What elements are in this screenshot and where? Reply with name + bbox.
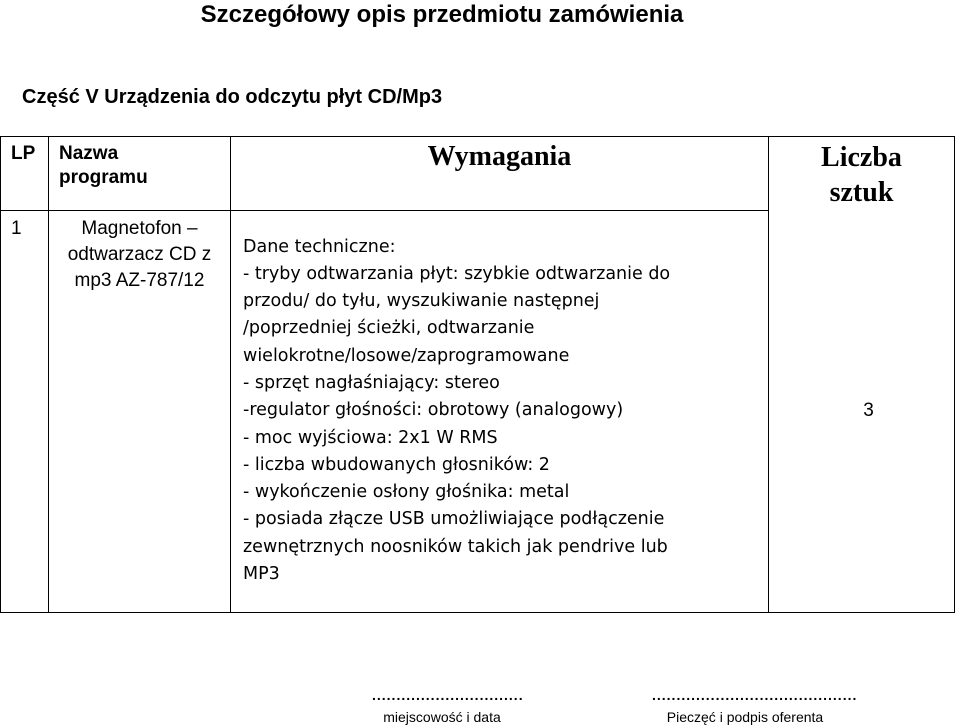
requirement-line: wielokrotne/losowe/zaprogramowane — [243, 345, 570, 366]
signature-label: Pieczęć i podpis oferenta — [666, 709, 824, 725]
signature-label: miejscowość i data — [383, 709, 501, 725]
requirement-line: MP3 — [243, 564, 280, 585]
row-name — [49, 210, 231, 612]
row-name-line: mp3 AZ-787/12 — [74, 269, 205, 291]
signature-place-date — [372, 686, 524, 726]
requirement-line: - tryby odtwarzania płyt: szybkie odtwarzanie do — [243, 263, 671, 284]
requirement-line: - moc wyjściowa: 2x1 W RMS — [243, 427, 498, 448]
header-quantity-line: sztuk — [829, 177, 894, 208]
requirement-line: zewnętrznych noosników takich jak pendrive lub — [243, 536, 668, 557]
document-title: Szczegółowy opis przedmiotu zamówienia — [200, 1, 684, 28]
header-lp: LP — [1, 137, 49, 211]
signature-stamp — [652, 686, 858, 726]
header-name-line: programu — [59, 167, 148, 188]
requirement-line: - wykończenie osłony głośnika: metal — [243, 482, 570, 503]
section-title: Część V Urządzenia do odczytu płyt CD/Mp3 — [22, 86, 443, 108]
row-lp: 1 — [1, 210, 49, 612]
requirement-line: - liczba wbudowanych głosników: 2 — [243, 454, 550, 475]
row-name-line: odtwarzacz CD z — [67, 243, 212, 265]
row-requirements — [231, 210, 769, 612]
requirements-table — [0, 136, 955, 613]
requirement-line: - sprzęt nagłaśniający: stereo — [243, 372, 500, 393]
row-quantity: 3 — [769, 210, 955, 612]
requirement-line: - posiada złącze USB umożliwiające podłączenie — [243, 509, 665, 530]
table-row — [1, 210, 955, 612]
requirement-line: /poprzedniej ścieżki, odtwarzanie — [243, 318, 535, 339]
requirement-line: przodu/ do tyłu, wyszukiwanie następnej — [243, 291, 600, 312]
header-quantity-line: Liczba — [821, 142, 902, 173]
signature-dots: .......................................... — [652, 687, 858, 703]
header-quantity — [769, 137, 955, 211]
header-name-line: Nazwa — [59, 143, 119, 164]
signature-dots: ............................... — [372, 687, 524, 703]
requirement-line: -regulator głośności: obrotowy (analogowy) — [243, 400, 624, 421]
table-header-row — [1, 137, 955, 211]
row-name-line: Magnetofon – — [81, 217, 198, 239]
requirement-line: Dane techniczne: — [243, 236, 396, 257]
header-requirements: Wymagania — [231, 137, 769, 211]
header-name — [49, 137, 231, 211]
